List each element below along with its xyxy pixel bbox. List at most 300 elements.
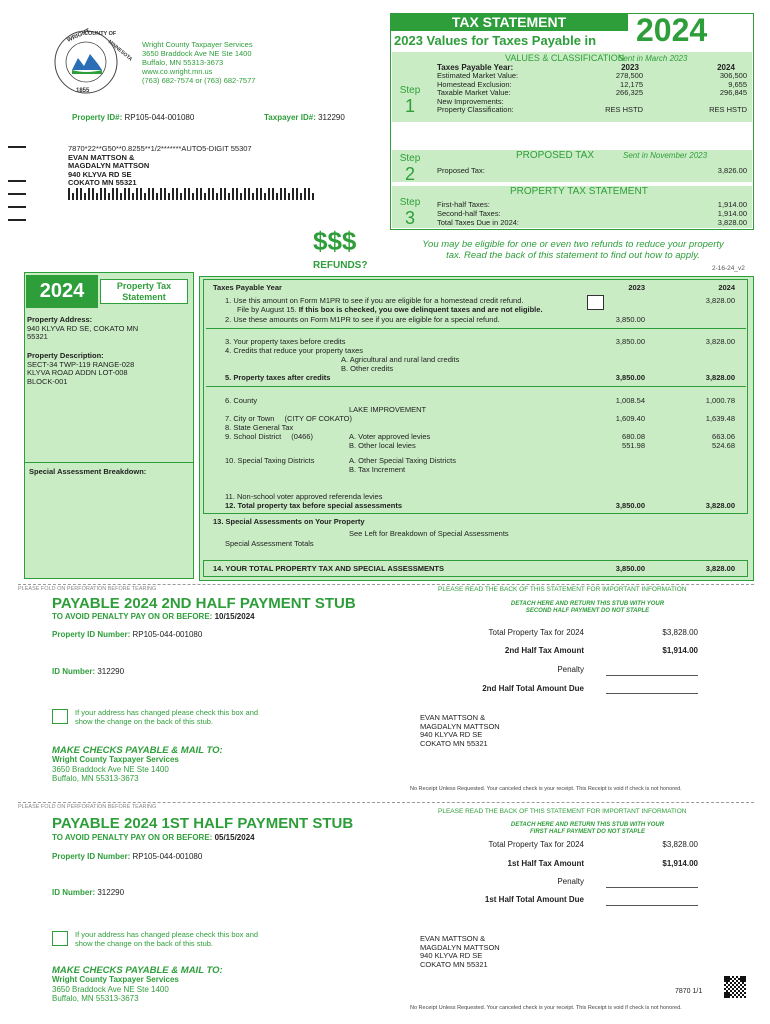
- county-seal-logo: [48, 28, 134, 96]
- half-tax-value: $1,914.00: [662, 646, 698, 655]
- penalty-text: Penalty: [557, 665, 584, 674]
- qr-module: [744, 980, 746, 982]
- line14-v2: 3,828.00: [705, 564, 735, 573]
- stub2-pid-line: [52, 630, 202, 639]
- step3-row: [437, 209, 747, 218]
- barcode-bar: [196, 188, 198, 200]
- step1-row-v1: RES HSTD: [605, 105, 643, 115]
- payer-name1: EVAN MATTSON &: [420, 934, 486, 943]
- property-id-label: Property ID#:: [72, 113, 123, 122]
- line1-c: If this box is checked, you owe delinquent taxes and are not eligible.: [298, 305, 543, 314]
- qr-module: [742, 980, 744, 982]
- qr-module: [744, 996, 746, 998]
- qr-module: [730, 990, 732, 992]
- step1-row-label: New Improvements:: [437, 96, 504, 106]
- line10a-text: A. Other Special Taxing Districts: [349, 456, 456, 465]
- barcode-bar: [168, 193, 170, 200]
- stub1-id-line: [52, 888, 124, 897]
- payer-name2: MAGDALYN MATTSON: [420, 942, 500, 952]
- barcode-bar: [188, 188, 190, 200]
- line9a-v1: 680.08: [622, 432, 645, 441]
- step3-row: [437, 200, 747, 209]
- line7-label: 7. City or Town: [225, 414, 275, 423]
- line4a-text: A. Agricultural and rural land credits: [341, 355, 460, 364]
- line4-text: 4. Credits that reduce your property taxes: [225, 346, 363, 355]
- step1-col2: 2024: [717, 63, 735, 72]
- qr-module: [744, 992, 746, 994]
- mailing-name1: EVAN MATTSON &: [68, 152, 135, 162]
- total-due-label: 1st Half Total Amount Due: [484, 895, 584, 904]
- barcode-bar: [92, 188, 94, 200]
- barcode-bar: [272, 188, 274, 200]
- barcode-bar: [260, 188, 262, 200]
- qr-module: [734, 986, 736, 988]
- qr-module: [736, 988, 738, 990]
- barcode-bar: [204, 193, 206, 200]
- total-tax-label: Total Property Tax for 2024: [488, 840, 584, 849]
- address-change-note: [75, 709, 258, 726]
- barcode-bar: [252, 193, 254, 200]
- stub1-payer-address: [420, 935, 500, 969]
- qr-module: [728, 978, 730, 980]
- step1-row-v2: 296,845: [719, 88, 747, 98]
- taxpayer-id-value: 312290: [318, 113, 345, 122]
- qr-module: [740, 980, 742, 982]
- table-year-label: Taxes Payable Year: [213, 283, 282, 292]
- line3-text: 3. Your property taxes before credits: [225, 337, 346, 346]
- delinquent-checkbox[interactable]: [587, 295, 604, 310]
- table-col2: 2024: [718, 283, 735, 292]
- line9b-v2: 524.68: [712, 441, 735, 450]
- barcode-bar: [164, 188, 166, 200]
- step1-row-v1: 278,500: [615, 71, 643, 80]
- divider: [206, 386, 746, 387]
- barcode-bar: [136, 188, 138, 200]
- qr-module: [740, 988, 742, 990]
- property-address-block: [27, 316, 138, 342]
- barcode-bar: [132, 193, 134, 200]
- penalty-text: Penalty: [557, 877, 584, 886]
- barcode-bar: [148, 188, 150, 200]
- stub2-id-line: [52, 667, 124, 676]
- barcode-bar: [104, 188, 106, 200]
- qr-module: [728, 996, 730, 998]
- barcode-bar: [84, 193, 86, 200]
- qr-module: [724, 978, 726, 980]
- qr-module: [738, 978, 740, 980]
- refunds-dollars: $$$: [313, 226, 357, 256]
- pid-label: Property ID Number:: [52, 852, 131, 861]
- payer-name2: MAGDALYN MATTSON: [420, 721, 500, 731]
- payable-year: 2024: [636, 12, 708, 48]
- step3-rows: [437, 200, 747, 227]
- line9a-text: A. Voter approved levies: [349, 432, 431, 441]
- barcode-bar: [108, 193, 110, 200]
- step3-row-label: Total Taxes Due in 2024:: [437, 218, 519, 227]
- line13-see: See Left for Breakdown of Special Assessments: [349, 529, 509, 538]
- qr-module: [730, 986, 732, 988]
- pid-value: RP105-044-001080: [132, 630, 203, 639]
- qr-module: [740, 992, 742, 994]
- step3-row-value: 1,914.00: [717, 200, 747, 209]
- barcode-bar: [284, 188, 286, 200]
- special-assessment-label: Special Assessment Breakdown:: [29, 467, 147, 476]
- barcode-bar: [80, 188, 82, 200]
- qr-module: [740, 976, 742, 978]
- detach-line1: DETACH HERE AND RETURN THIS STUB WITH YOUR: [510, 822, 665, 828]
- qr-module: [724, 988, 726, 990]
- line5-v2: 3,828.00: [705, 373, 735, 382]
- mailing-street: 940 KLYVA RD SE: [68, 169, 132, 179]
- id-value: 312290: [97, 888, 125, 897]
- qr-module: [742, 990, 744, 992]
- perforation-line: [18, 584, 754, 585]
- barcode-bar: [236, 188, 238, 200]
- property-description-label: Property Description:: [27, 351, 104, 360]
- barcode-bar: [292, 188, 294, 200]
- receipt-note: No Receipt Unless Requested. Your canceled check is your receipt. This Receipt is void if check is not honored.: [410, 786, 682, 792]
- address-change-checkbox[interactable]: [52, 931, 68, 946]
- barcode-bar: [180, 193, 182, 200]
- remit-city: Buffalo, MN 55313-3673: [52, 774, 139, 783]
- county-phone: (763) 682-7574 or (763) 682-7577: [142, 76, 256, 85]
- fold-note: PLEASE FOLD ON PERFORATION BEFORE TEARING: [18, 586, 157, 592]
- step1-row-label: Estimated Market Value:: [437, 71, 519, 80]
- line5-v1: 3,850.00: [615, 373, 645, 382]
- property-id-line: [72, 113, 194, 122]
- barcode-bar: [172, 188, 174, 200]
- barcode-bar: [72, 193, 74, 200]
- barcode-bar: [200, 188, 202, 200]
- barcode-bar: [212, 188, 214, 200]
- qr-module: [742, 978, 744, 980]
- step1-row-v1: 12,175: [620, 79, 643, 89]
- margin-mark: [8, 206, 26, 208]
- title-line1: Property Tax: [116, 281, 172, 291]
- proposed-tax-value: 3,826.00: [717, 166, 747, 175]
- qr-module: [726, 976, 728, 978]
- stub1-pid-line: [52, 852, 202, 861]
- step3-row-label: Second-half Taxes:: [437, 209, 501, 218]
- fold-note: PLEASE FOLD ON PERFORATION BEFORE TEARING: [18, 804, 157, 810]
- qr-module: [736, 980, 738, 982]
- barcode-bar: [68, 188, 70, 200]
- postal-barcode: [68, 188, 318, 200]
- barcode-bar: [184, 188, 186, 200]
- step1-row-label: Homestead Exclusion:: [437, 79, 512, 89]
- step1-label: Step: [399, 85, 421, 96]
- barcode-bar: [300, 193, 302, 200]
- barcode-bar: [268, 188, 270, 200]
- step2-heading: PROPOSED TAX: [516, 150, 594, 161]
- line6-text: 6. County: [225, 396, 258, 405]
- step2-sent: Sent in November 2023: [623, 151, 708, 160]
- line9-label: 9. School District: [225, 432, 282, 441]
- qr-module: [726, 990, 728, 992]
- step1-heading: VALUES & CLASSIFICATION: [505, 53, 625, 63]
- qr-module: [728, 988, 730, 990]
- remit-street: 3650 Braddock Ave NE Ste 1400: [52, 984, 169, 994]
- stub1-title: PAYABLE 2024 1ST HALF PAYMENT STUB: [52, 815, 354, 832]
- barcode-bar: [264, 193, 266, 200]
- step1-rows: [437, 72, 747, 115]
- qr-module: [730, 994, 732, 996]
- line13-text: 13. Special Assessments on Your Property: [213, 517, 365, 526]
- line10b-text: B. Tax Increment: [349, 465, 406, 474]
- line2-v1: 3,850.00: [615, 315, 645, 324]
- total-tax-value: $3,828.00: [662, 840, 698, 849]
- barcode-bar: [304, 188, 306, 200]
- qr-module: [744, 988, 746, 990]
- special-assessment-box: [24, 462, 194, 579]
- divider: [206, 328, 746, 329]
- line1-text: [225, 296, 543, 314]
- qr-module: [726, 978, 728, 980]
- qr-module: [738, 990, 740, 992]
- line9-code: (0466): [291, 432, 313, 441]
- line1-a: 1. Use this amount on Form M1PR to see if you are eligible for a homestead credit refund.: [225, 296, 524, 305]
- line7-text: [225, 414, 352, 423]
- remit-name: Wright County Taxpayer Services: [52, 755, 179, 764]
- make-checks-label: MAKE CHECKS PAYABLE & MAIL TO:: [52, 745, 223, 756]
- barcode-bar: [116, 188, 118, 200]
- detach-line2: FIRST HALF PAYMENT DO NOT STAPLE: [530, 829, 645, 835]
- stub1-remit-address: [52, 975, 179, 1004]
- step1-row-label: Taxable Market Value:: [437, 88, 511, 98]
- county-addr1: 3650 Braddock Ave NE Ste 1400: [142, 49, 252, 58]
- statement-year: 2024: [26, 275, 98, 308]
- barcode-bar: [296, 188, 298, 200]
- qr-module: [730, 982, 732, 984]
- line3-v1: 3,850.00: [615, 337, 645, 346]
- penalty-blank[interactable]: [606, 887, 698, 888]
- line9b-text: B. Other local levies: [349, 441, 416, 450]
- qr-module: [734, 978, 736, 980]
- penalty-label: TO AVOID PENALTY PAY ON OR BEFORE:: [52, 612, 213, 621]
- barcode-bar: [96, 193, 98, 200]
- refunds-note: [392, 239, 754, 261]
- county-contact: [142, 40, 255, 85]
- county-addr2: Buffalo, MN 55313-3673: [142, 58, 224, 67]
- penalty-blank[interactable]: [606, 675, 698, 676]
- qr-module: [728, 976, 730, 978]
- line9b-v1: 551.98: [622, 441, 645, 450]
- total-tax-label: Total Property Tax for 2024: [488, 628, 584, 637]
- payer-street: 940 KLYVA RD SE: [420, 730, 483, 739]
- barcode-bar: [244, 188, 246, 200]
- step3-row: [437, 218, 747, 227]
- line7-city: (CITY OF COKATO): [284, 414, 352, 423]
- half-tax-label: 2nd Half Tax Amount: [504, 646, 584, 655]
- stub2-remit-address: [52, 755, 179, 784]
- id-label: ID Number:: [52, 888, 96, 897]
- step1-row-v1: 266,325: [615, 88, 643, 98]
- qr-module: [726, 986, 728, 988]
- barcode-bar: [112, 188, 114, 200]
- barcode-bar: [312, 193, 314, 200]
- qr-module: [726, 994, 728, 996]
- taxpayer-id-line: [264, 113, 345, 122]
- step1-sent: Sent in March 2023: [618, 54, 688, 63]
- step3-label: Step: [399, 197, 421, 208]
- total-due-label: 2nd Half Total Amount Due: [482, 684, 584, 693]
- qr-module: [730, 978, 732, 980]
- line8-text: 8. State General Tax: [225, 423, 294, 432]
- refunds-line2: tax. Read the back of this statement to find out how to apply.: [446, 250, 700, 261]
- barcode-bar: [176, 188, 178, 200]
- property-description-block: [27, 352, 134, 386]
- margin-mark: [8, 219, 26, 221]
- refunds-label: REFUNDS?: [313, 260, 368, 271]
- payer-city: COKATO MN 55321: [420, 959, 488, 969]
- half-tax-label: 1st Half Tax Amount: [507, 859, 584, 868]
- qr-module: [724, 976, 726, 978]
- line9a-v2: 663.06: [712, 432, 735, 441]
- step1-row-v2: 9,655: [728, 79, 747, 89]
- total-due-blank[interactable]: [606, 693, 698, 694]
- step1-col1: 2023: [621, 63, 639, 72]
- payer-street: 940 KLYVA RD SE: [420, 951, 483, 960]
- detach-line1: DETACH HERE AND RETURN THIS STUB WITH YOUR: [510, 601, 665, 607]
- qr-module: [734, 990, 736, 992]
- stub1-penalty-line: [52, 833, 255, 842]
- qr-module: [740, 984, 742, 986]
- line9-text: [225, 432, 313, 441]
- line7-v2: 1,639.48: [705, 414, 735, 423]
- line12-text: 12. Total property tax before special assessments: [225, 501, 403, 510]
- total-due-blank[interactable]: [606, 905, 698, 906]
- stub2-payer-address: [420, 714, 500, 748]
- qr-code: [724, 976, 746, 998]
- proposed-tax-label: Proposed Tax:: [437, 166, 485, 175]
- property-description-1: SECT-34 TWP-119 RANGE-028: [27, 359, 135, 369]
- barcode-bar: [144, 193, 146, 200]
- property-address-1: 940 KLYVA RD SE, COKATO MN: [27, 323, 139, 333]
- table-col1: 2023: [628, 283, 645, 292]
- remit-street: 3650 Braddock Ave NE Ste 1400: [52, 764, 169, 774]
- qr-module: [734, 994, 736, 996]
- refunds-line1: You may be eligible for one or even two refunds to reduce your property: [422, 239, 724, 250]
- qr-module: [728, 992, 730, 994]
- line11-text: 11. Non-school voter approved referenda levies: [225, 492, 383, 501]
- address-change-line1: If your address has changed please check this box and: [75, 708, 259, 717]
- barcode-bar: [220, 188, 222, 200]
- qr-module: [726, 996, 728, 998]
- mailing-name2: MAGDALYN MATTSON: [68, 161, 150, 170]
- read-back-note: PLEASE READ THE BACK OF THIS STATEMENT FOR IMPORTANT INFORMATION: [438, 586, 687, 593]
- line6-v2: 1,000.78: [705, 396, 735, 405]
- qr-module: [732, 988, 734, 990]
- step1-marker: [392, 52, 428, 122]
- qr-module: [732, 992, 734, 994]
- address-change-note: [75, 931, 258, 948]
- barcode-bar: [232, 188, 234, 200]
- step3-row-value: 1,914.00: [717, 209, 747, 218]
- step3-row-value: 3,828.00: [717, 218, 747, 227]
- qr-module: [740, 996, 742, 998]
- barcode-bar: [140, 188, 142, 200]
- qr-module: [724, 980, 726, 982]
- payer-city: COKATO MN 55321: [420, 738, 488, 748]
- line4b-text: B. Other credits: [341, 364, 394, 373]
- margin-mark: [8, 180, 26, 182]
- taxpayer-id-label: Taxpayer ID#:: [264, 113, 316, 122]
- barcode-bar: [76, 188, 78, 200]
- barcode-bar: [152, 188, 154, 200]
- barcode-bar: [128, 188, 130, 200]
- line12-v2: 3,828.00: [705, 501, 735, 510]
- title-line2: Statement: [122, 292, 166, 302]
- line5-text: 5. Property taxes after credits: [225, 373, 331, 382]
- qr-module: [738, 982, 740, 984]
- qr-module: [740, 978, 742, 980]
- barcode-bar: [192, 193, 194, 200]
- line13-totals: Special Assessment Totals: [225, 539, 314, 548]
- qr-module: [736, 976, 738, 978]
- qr-module: [736, 996, 738, 998]
- step3-marker: [392, 186, 428, 229]
- mailing-address: [68, 145, 252, 188]
- step3-row-label: First-half Taxes:: [437, 200, 490, 209]
- line14-v1: 3,850.00: [615, 564, 645, 573]
- perforation-line: [18, 802, 754, 803]
- property-address-2: 55321: [27, 332, 48, 341]
- margin-mark: [8, 193, 26, 195]
- address-change-line1: If your address has changed please check this box and: [75, 930, 259, 939]
- qr-module: [734, 982, 736, 984]
- qr-module: [744, 976, 746, 978]
- barcode-bar: [308, 188, 310, 200]
- qr-module: [742, 994, 744, 996]
- barcode-bar: [256, 188, 258, 200]
- receipt-note: No Receipt Unless Requested. Your canceled check is your receipt. This Receipt is void if check is not honored.: [410, 1005, 682, 1011]
- tax-statement-title: TAX STATEMENT: [390, 13, 628, 31]
- barcode-bar: [160, 188, 162, 200]
- margin-mark: [8, 146, 26, 148]
- address-change-line2: show the change on the back of this stub.: [75, 716, 214, 726]
- qr-module: [732, 984, 734, 986]
- qr-module: [732, 976, 734, 978]
- barcode-bar: [228, 193, 230, 200]
- values-for-label: 2023 Values for Taxes Payable in: [394, 33, 597, 48]
- qr-module: [738, 994, 740, 996]
- county-name: Wright County Taxpayer Services: [142, 40, 253, 49]
- line2-text: 2. Use these amounts on Form M1PR to see if you are eligible for a special refund.: [225, 315, 500, 324]
- remit-city: Buffalo, MN 55313-3673: [52, 994, 139, 1003]
- qr-module: [732, 996, 734, 998]
- half-tax-value: $1,914.00: [662, 859, 698, 868]
- qr-module: [738, 986, 740, 988]
- county-website[interactable]: www.co.wright.mn.us: [142, 67, 213, 76]
- address-change-checkbox[interactable]: [52, 709, 68, 724]
- qr-module: [728, 980, 730, 982]
- make-checks-label: MAKE CHECKS PAYABLE & MAIL TO:: [52, 965, 223, 976]
- line3-v2: 3,828.00: [705, 337, 735, 346]
- step1-year-label: Taxes Payable Year:: [437, 63, 514, 72]
- qr-module: [736, 984, 738, 986]
- barcode-bar: [224, 188, 226, 200]
- qr-module: [742, 986, 744, 988]
- lake-improvement: LAKE IMPROVEMENT: [349, 405, 427, 414]
- line12-v1: 3,850.00: [615, 501, 645, 510]
- qr-module: [726, 980, 728, 982]
- qr-module: [744, 984, 746, 986]
- pid-value: RP105-044-001080: [132, 852, 203, 861]
- due-date: 05/15/2024: [214, 833, 255, 842]
- step3-heading: PROPERTY TAX STATEMENT: [510, 186, 648, 197]
- barcode-bar: [100, 188, 102, 200]
- step2-marker: [392, 150, 428, 185]
